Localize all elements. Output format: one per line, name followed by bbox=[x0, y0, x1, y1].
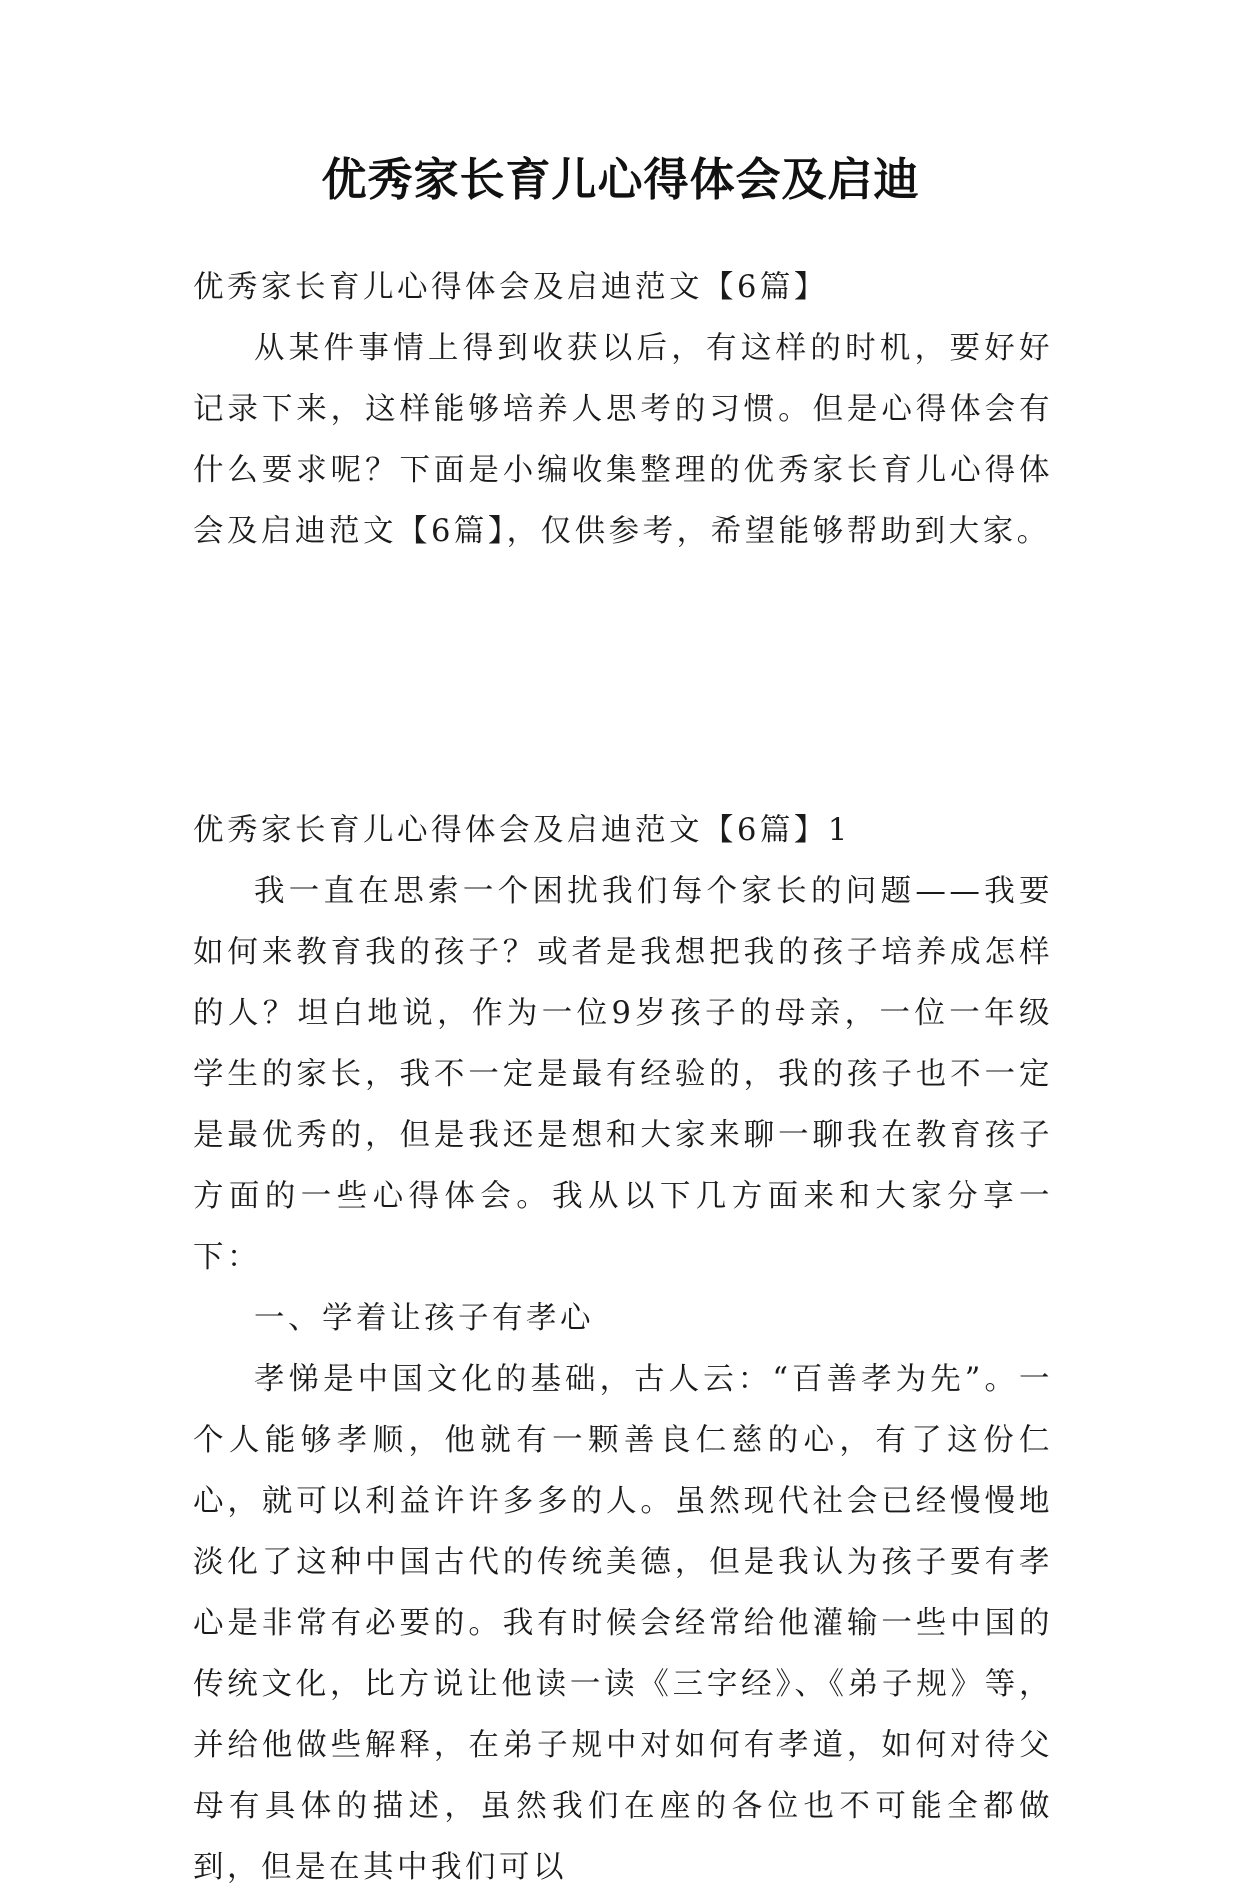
article-1-paragraph-2: 孝悌是中国文化的基础，古人云：“百善孝为先”。一个人能够孝顺，他就有一颗善良仁慈的心，有了这份仁心，就可以利益许许多多的人。虽然现代社会已经慢慢地淡化了这种中国古代的传统美德，但是我认为孩子要有孝心是非常有必要的。我有时候会经常给他灌输一些中国的传统文化，比方说让他读一读《三字经》、《弟子规》等，并给他做些解释，在弟子规中对如何有孝道，如何对待父母有具体的描述，虽然我们在座的各位也不可能全都做到，但是在其中我们可以 bbox=[193, 1362, 1053, 1885]
section-heading-filial-piety: 一、学着让孩子有孝心 bbox=[254, 1301, 594, 1336]
article-1-section bbox=[193, 800, 1053, 1898]
intro-paragraph: 从某件事情上得到收获以后，有这样的时机，要好好记录下来，这样能够培养人思考的习惯。但是心得体会有什么要求呢？下面是小编收集整理的优秀家长育儿心得体会及启迪范文【6篇】，仅供参考，希望能够帮助到大家。 bbox=[193, 331, 1053, 549]
document-title: 优秀家长育儿心得体会及启迪 bbox=[321, 153, 920, 206]
article-1-paragraph-1: 我一直在思索一个困扰我们每个家长的问题——我要如何来教育我的孩子？或者是我想把我的孩子培养成怎样的人？坦白地说，作为一位9岁孩子的母亲，一位一年级学生的家长，我不一定是最有经验的，我的孩子也不一定是最优秀的，但是我还是想和大家来聊一聊我在教育孩子方面的一些心得体会。我从以下几方面来和大家分享一下： bbox=[193, 874, 1053, 1275]
intro-section bbox=[193, 257, 1053, 562]
article-1-heading: 优秀家长育儿心得体会及启迪范文【6篇】1 bbox=[193, 813, 851, 848]
intro-heading: 优秀家长育儿心得体会及启迪范文【6篇】 bbox=[193, 270, 828, 305]
